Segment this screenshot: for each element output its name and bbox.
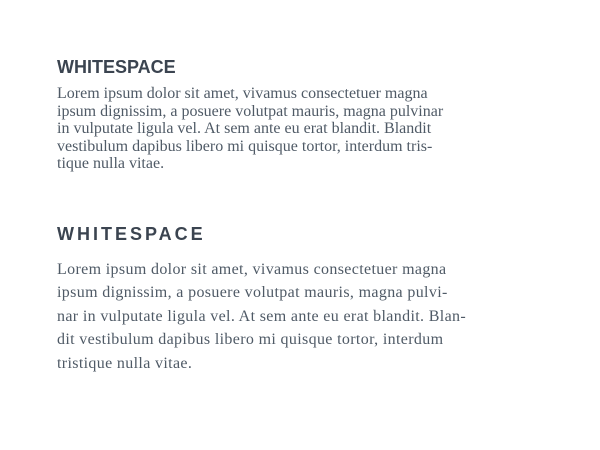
paragraph-line: Lorem ipsum dolor sit amet, vivamus consectetuer magna bbox=[57, 260, 447, 278]
paragraph-line: tique nulla vitae. bbox=[57, 155, 165, 172]
paragraph-line: vestibulum dapibus libero mi quisque tortor, interdum tris- bbox=[57, 137, 433, 155]
paragraph-tight bbox=[57, 85, 543, 173]
paragraph-line: ipsum dignissim, a posuere volutpat mauris, magna pulvinar bbox=[57, 102, 444, 120]
section-heading-loose: WHITESPACE bbox=[57, 223, 206, 244]
section-whitespace-tight bbox=[57, 58, 543, 173]
paragraph-loose bbox=[57, 258, 543, 376]
paragraph-line: in vulputate ligula vel. At sem ante eu erat blandit. Blandit bbox=[57, 120, 432, 137]
section-whitespace-loose bbox=[57, 225, 543, 376]
paragraph-line: tristique nulla vitae. bbox=[57, 354, 193, 372]
paragraph-line: Lorem ipsum dolor sit amet, vivamus consectetuer magna bbox=[57, 85, 428, 102]
paragraph-line: dit vestibulum dapibus libero mi quisque tortor, interdum bbox=[57, 331, 444, 348]
paragraph-line: nar in vulputate ligula vel. At sem ante eu erat blandit. Blan- bbox=[57, 307, 467, 325]
section-heading-tight: WHITESPACE bbox=[57, 57, 176, 77]
paragraph-line: ipsum dignissim, a posuere volutpat mauris, magna pulvi- bbox=[57, 284, 448, 301]
